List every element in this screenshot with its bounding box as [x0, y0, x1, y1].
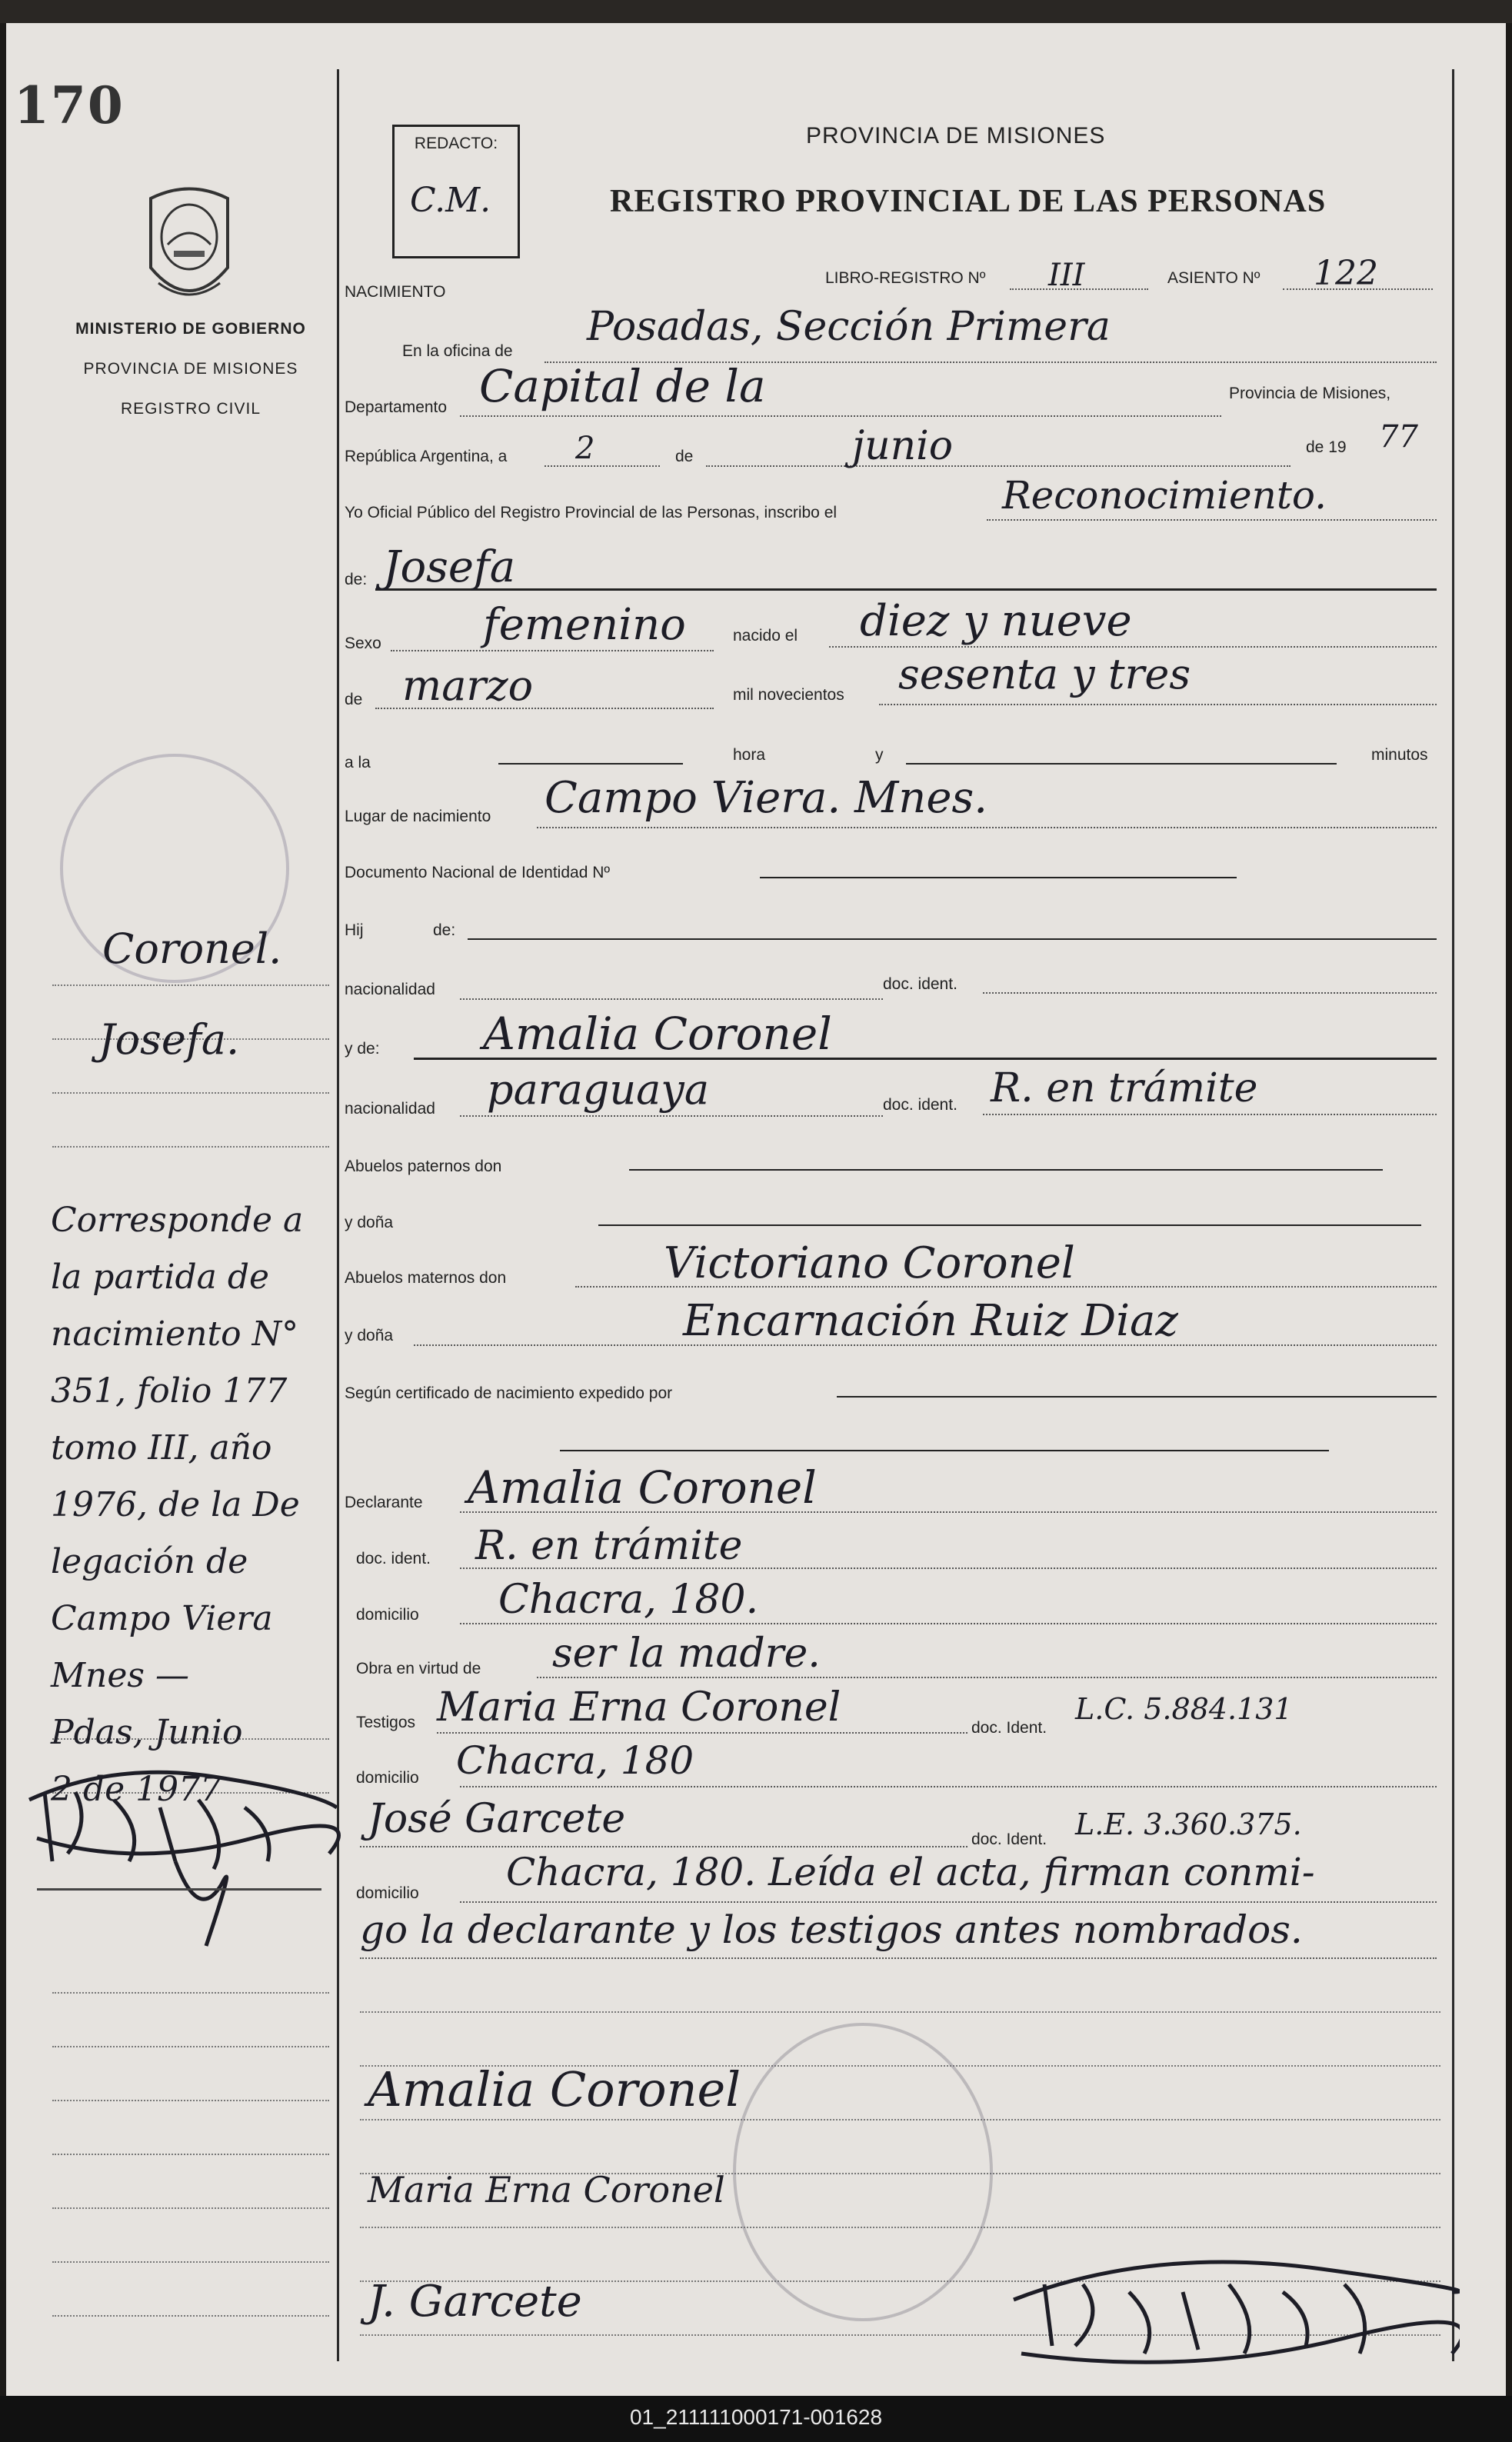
oficial-label: Yo Oficial Público del Registro Provincial de las Personas, inscribo el [345, 504, 838, 521]
abuelo-materno-value: Victoriano Coronel [664, 1238, 1075, 1288]
dni-label: Documento Nacional de Identidad Nº [345, 864, 611, 881]
a-la-label: a la [345, 754, 371, 771]
redacto-box [392, 125, 520, 258]
signature-testigo2: J. Garcete [368, 2277, 582, 2327]
year-label: de 19 [1306, 438, 1347, 456]
libro-label: LIBRO-REGISTRO Nº [825, 269, 986, 287]
binding-edge [0, 0, 1512, 23]
lugar-label: Lugar de nacimiento [345, 808, 491, 825]
minutos-label: minutos [1371, 746, 1428, 764]
nacionalidad-label-2: nacionalidad [345, 1100, 435, 1118]
docident-label-4: doc. Ident. [971, 1719, 1047, 1737]
asiento-value: 122 [1314, 254, 1378, 293]
domicilio-testigo2-value: Chacra, 180. Leída el acta, firman conmi- [506, 1850, 1315, 1894]
folio-number: 170 [14, 75, 125, 135]
docident-label-2: doc. ident. [883, 1096, 957, 1114]
province-title: PROVINCIA DE MISIONES [806, 123, 1106, 148]
nacido-value: diez y nueve [860, 596, 1132, 646]
margin-note-line: nacimiento N° [51, 1314, 299, 1354]
de-label: de [675, 448, 694, 465]
declarante-value: Amalia Coronel [468, 1461, 817, 1514]
domicilio-label-3: domicilio [356, 1884, 419, 1902]
margin-note-line: 2 de 1977 [51, 1770, 222, 1809]
mil-label: mil novecientos [733, 686, 844, 704]
docident-label-5: doc. Ident. [971, 1831, 1047, 1848]
de-label-2: de: [345, 571, 368, 588]
domicilio-value: Chacra, 180. [498, 1577, 759, 1623]
obra-label: Obra en virtud de [356, 1660, 481, 1677]
provincia-label: Provincia de Misiones, [1229, 385, 1391, 402]
lugar-value: Campo Viera. Mnes. [545, 773, 988, 823]
nacionalidad-label: nacionalidad [345, 981, 435, 998]
docident-label: doc. ident. [883, 975, 957, 993]
segun-label: Según certificado de nacimiento expedido por [345, 1384, 673, 1402]
margin-note-line: Mnes — [51, 1656, 189, 1695]
testigo2-value: José Garcete [368, 1796, 626, 1842]
margin-note-line: tomo III, año [51, 1428, 272, 1468]
libro-value: III [1048, 258, 1085, 293]
day-value: 2 [575, 431, 595, 466]
signature-declarante: Amalia Coronel [368, 2061, 741, 2117]
doc-madre-value: R. en trámite [991, 1065, 1258, 1111]
image-id-text: 01_211111000171-001628 [629, 2405, 883, 2429]
sexo-label: Sexo [345, 635, 381, 652]
hij-label: Hij [345, 921, 364, 939]
right-column-border [1452, 69, 1454, 2361]
y-dona-label-2: y doña [345, 1327, 394, 1344]
ministry-heading: MINISTERIO DE GOBIERNO [75, 320, 306, 338]
record-type-label: NACIMIENTO [345, 283, 446, 301]
madre-value: Amalia Coronel [483, 1008, 832, 1060]
margin-note-line: Corresponde a [51, 1201, 304, 1240]
closing-text: go la declarante y los testigos antes nombrados. [360, 1907, 1303, 1952]
official-seal-stamp [733, 2023, 993, 2321]
testigo1-value: Maria Erna Coronel [437, 1684, 841, 1731]
redacto-label: REDACTO: [414, 135, 498, 152]
official-signature-right [998, 2238, 1460, 2392]
republica-label: República Argentina, a [345, 448, 508, 465]
y-de-label: y de: [345, 1040, 380, 1058]
testigo2-doc: L.E. 3.360.375. [1075, 1807, 1302, 1841]
left-column-border [337, 69, 339, 2361]
domicilio-label: domicilio [356, 1606, 419, 1624]
sexo-value: femenino [483, 600, 686, 650]
domicilio-label-2: domicilio [356, 1769, 419, 1787]
margin-note [51, 1192, 335, 1818]
departamento-label: Departamento [345, 398, 448, 416]
margin-note-line: Campo Viera [51, 1599, 273, 1638]
province-heading: PROVINCIA DE MISIONES [83, 360, 298, 378]
margin-given-name: Josefa. [98, 1015, 240, 1064]
abuelos-paternos-label: Abuelos paternos don [345, 1158, 502, 1175]
oficina-value: Posadas, Sección Primera [587, 304, 1111, 350]
inscribo-value: Reconocimiento. [1002, 473, 1327, 518]
signature-testigo1: Maria Erna Coronel [368, 2169, 725, 2210]
signature-underline [37, 1888, 321, 1891]
document-page [6, 23, 1506, 2396]
year-value: 77 [1379, 419, 1418, 455]
obra-value: ser la madre. [552, 1631, 821, 1677]
provincial-emblem-icon [135, 183, 243, 314]
de-label-3: de [345, 691, 363, 708]
asiento-label: ASIENTO Nº [1167, 269, 1261, 287]
abuela-materna-value: Encarnación Ruiz Diaz [683, 1296, 1178, 1346]
margin-note-line: legación de [51, 1542, 248, 1581]
margin-note-line: Pdas, Junio [51, 1713, 243, 1752]
docident-label-3: doc. ident. [356, 1550, 431, 1567]
margin-surname: Coronel. [102, 924, 282, 973]
mes-value: marzo [402, 661, 534, 710]
margin-note-line: 1976, de la De [51, 1485, 300, 1524]
departamento-value: Capital de la [479, 360, 766, 412]
redacto-value: C.M. [410, 181, 491, 220]
domicilio-testigo1-value: Chacra, 180 [456, 1738, 694, 1783]
official-signature-left [22, 1746, 345, 1977]
nombre-value: Josefa [383, 542, 516, 592]
nacido-label: nacido el [733, 627, 798, 645]
testigos-label: Testigos [356, 1714, 416, 1731]
registry-title: REGISTRO PROVINCIAL DE LAS PERSONAS [610, 184, 1327, 219]
month-value: junio [852, 423, 954, 469]
hora-label: hora [733, 746, 766, 764]
image-id-footer [0, 2396, 1512, 2442]
y-label: y [875, 746, 884, 764]
abuelos-maternos-label: Abuelos maternos don [345, 1269, 507, 1287]
de-label-4: de: [433, 921, 456, 939]
y-dona-label: y doña [345, 1214, 394, 1231]
margin-note-line: la partida de [51, 1258, 270, 1297]
margin-note-line: 351, folio 177 [51, 1371, 288, 1411]
oficina-label: En la oficina de [402, 342, 513, 360]
doc-declarante-value: R. en trámite [475, 1523, 743, 1569]
declarante-label: Declarante [345, 1494, 423, 1511]
nacionalidad-madre-value: paraguaya [487, 1065, 710, 1114]
anio-value: sesenta y tres [898, 650, 1191, 698]
testigo1-doc: L.C. 5.884.131 [1075, 1692, 1293, 1726]
registry-heading: REGISTRO CIVIL [120, 400, 261, 418]
